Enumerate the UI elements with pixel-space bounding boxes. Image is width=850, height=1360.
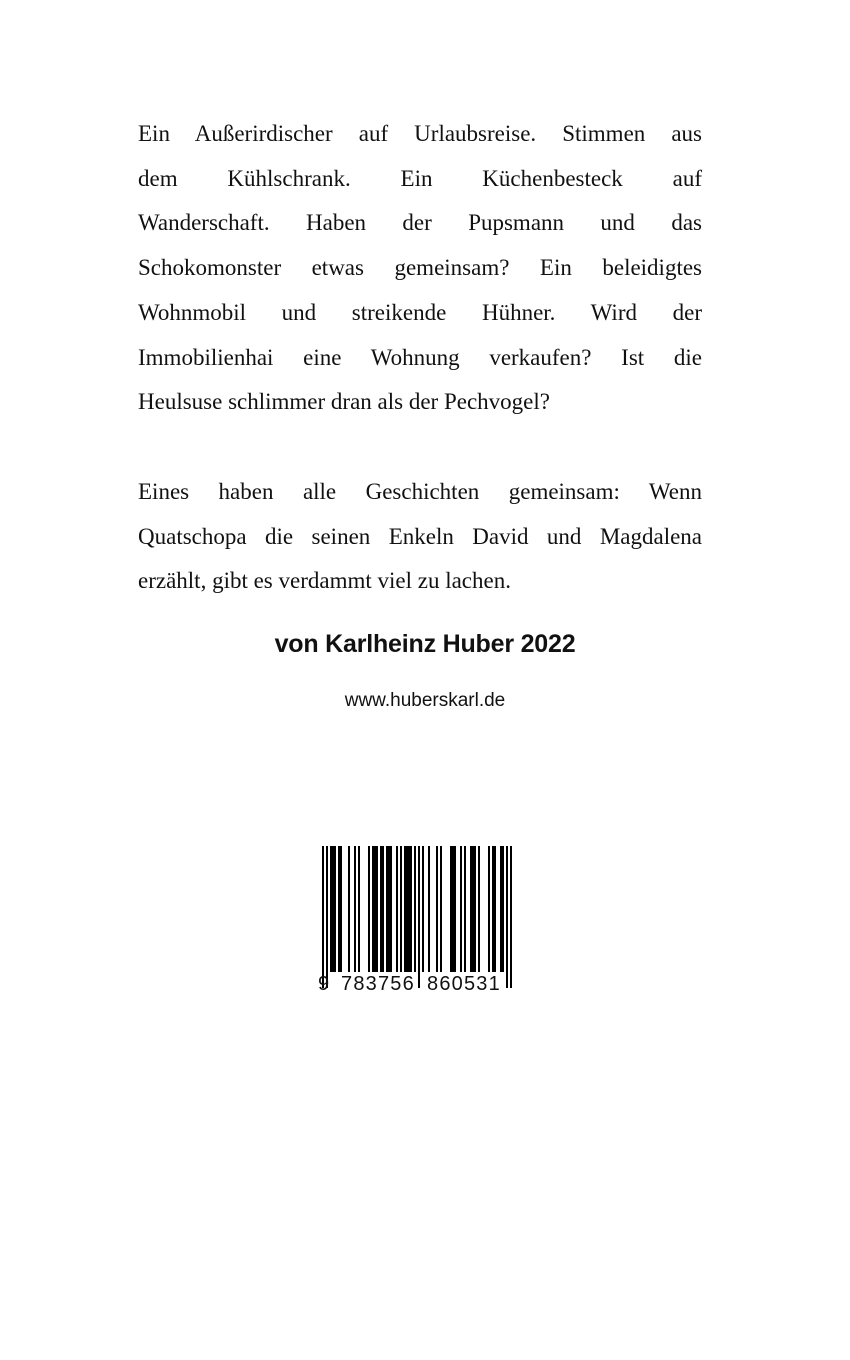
barcode-bar — [422, 846, 424, 972]
barcode-digits — [316, 972, 516, 996]
barcode-first-digit: 9 — [318, 973, 330, 995]
blurb-line: Schokomonster etwas gemeinsam? Ein beleidigtes — [138, 255, 702, 281]
barcode-bar — [464, 846, 466, 972]
isbn-barcode — [316, 846, 516, 996]
barcode-bar — [450, 846, 456, 972]
barcode-guard-bar — [510, 846, 512, 988]
barcode-bar — [368, 846, 370, 972]
barcode-guard-bar — [414, 846, 416, 988]
barcode-bar — [400, 846, 402, 972]
barcode-bar — [440, 846, 442, 972]
barcode-bar — [492, 846, 496, 972]
barcode-guard-bar — [506, 846, 508, 988]
barcode-guard-bar — [418, 846, 420, 988]
blurb-line: Ein Außerirdischer auf Urlaubsreise. Stimmen aus — [138, 121, 702, 146]
barcode-bar — [348, 846, 350, 972]
barcode-bar — [358, 846, 360, 972]
blurb-line: Wohnmobil und streikende Hühner. Wird der — [138, 299, 702, 325]
barcode-bar — [330, 846, 336, 972]
barcode-bar — [436, 846, 438, 972]
blurb-line: Eines haben alle Geschichten gemeinsam: Wenn — [138, 479, 702, 504]
barcode-bar — [338, 846, 342, 972]
barcode-bar — [386, 846, 392, 972]
barcode-bar — [470, 846, 476, 972]
barcode-left-group: 783756 — [339, 972, 417, 996]
blurb-line: dem Kühlschrank. Ein Küchenbesteck auf — [138, 165, 702, 191]
barcode-bar — [404, 846, 412, 972]
website-url: www.huberskarl.de — [344, 690, 506, 711]
blurb-paragraph-1 — [138, 112, 702, 425]
barcode-bar — [488, 846, 490, 972]
barcode-bar — [354, 846, 356, 972]
blurb-paragraph-2 — [138, 470, 702, 604]
blurb-line: Immobilienhai eine Wohnung verkaufen? Ist die — [138, 344, 702, 370]
blurb-line: erzählt, gibt es verdammt viel zu lachen. — [138, 568, 511, 594]
barcode-bar — [380, 846, 384, 972]
barcode-guard-bar — [326, 846, 328, 988]
barcode-bar — [372, 846, 378, 972]
barcode-bar — [460, 846, 462, 972]
barcode-right-group: 860531 — [425, 972, 503, 996]
blurb-line: Heulsuse schlimmer dran als der Pechvogel? — [138, 389, 550, 415]
blurb-line: Wanderschaft. Haben der Pupsmann und das — [138, 210, 702, 236]
blurb-line: Quatschopa die seinen Enkeln David und Magdalena — [138, 523, 702, 549]
author-line: von Karlheinz Huber 2022 — [274, 630, 576, 658]
barcode-bar — [500, 846, 504, 972]
barcode-bar — [478, 846, 480, 972]
barcode-guard-bar — [322, 846, 324, 988]
barcode-bar — [396, 846, 398, 972]
barcode-bar — [428, 846, 430, 972]
